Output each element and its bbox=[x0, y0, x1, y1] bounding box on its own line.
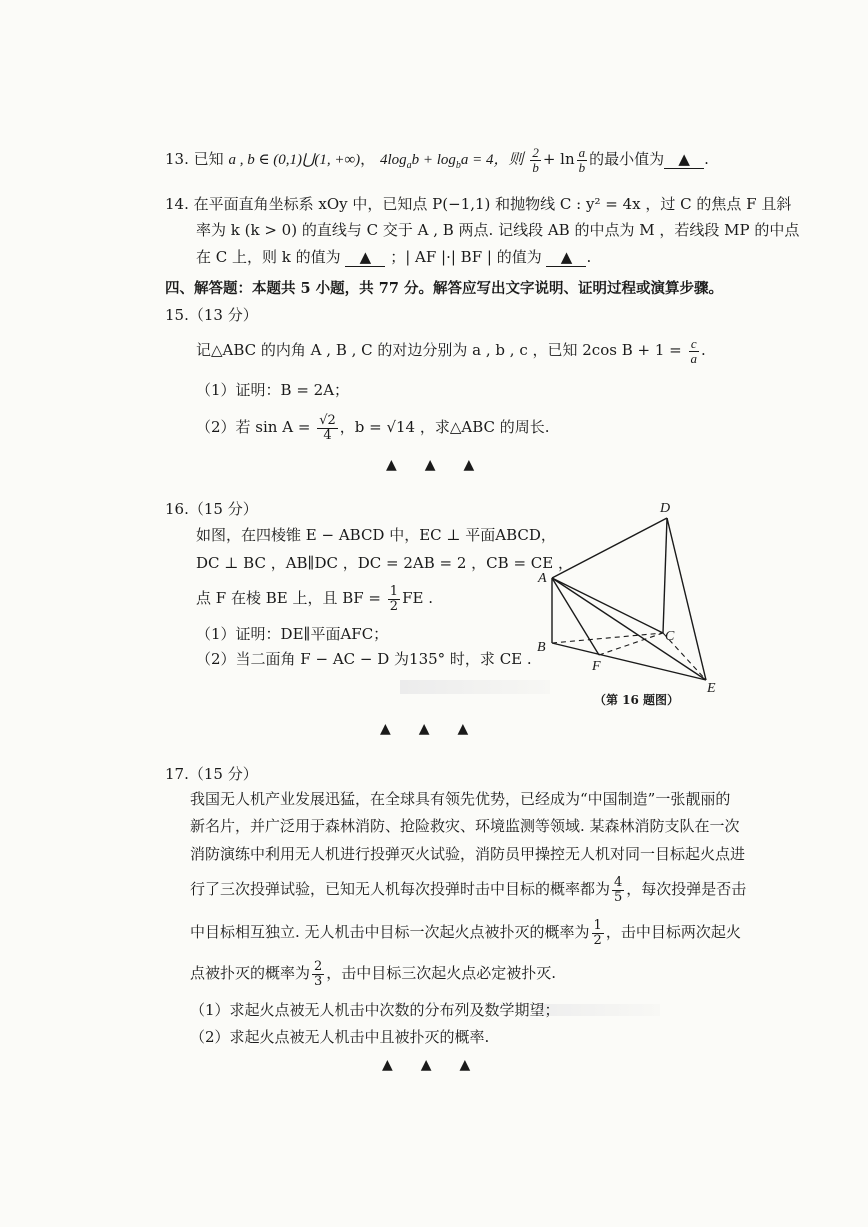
q14-answer-blank-2: ▲ bbox=[546, 249, 586, 267]
q17-fraction-2: $\frac{1}{2}$ bbox=[593, 918, 602, 948]
q14-number: 14. bbox=[165, 195, 189, 213]
q13-tail: 的最小值为 bbox=[589, 150, 665, 169]
q16-line-1: 如图，在四棱锥 E − ABCD 中，EC ⊥ 平面ABCD， bbox=[196, 526, 556, 544]
label-F: F bbox=[592, 659, 601, 674]
q17-line-5 bbox=[190, 919, 741, 947]
q16-part-1: （1）证明：DE∥平面AFC； bbox=[196, 625, 389, 643]
q14-text-2: 率为 k (k > 0) 的直线与 C 交于 A , B 两点. 记线段 AB 的中点为 M ，若线段 MP 的中点 bbox=[196, 221, 800, 239]
q13-answer-blank: ▲ bbox=[664, 151, 704, 169]
q16-line-3 bbox=[196, 585, 433, 613]
section-4-heading: 四、解答题：本题共 5 小题，共 77 分。解答应写出文字说明、证明过程或演算步骤。 bbox=[165, 280, 723, 297]
q14-line-2 bbox=[196, 222, 799, 239]
q17-line-6 bbox=[190, 960, 556, 988]
q16-line-2: DC ⊥ BC ，AB∥DC ，DC = 2AB = 2 ，CB = CE ， bbox=[196, 554, 573, 572]
q17-part-2: （2）求起火点被无人机击中且被扑灭的概率. bbox=[190, 1028, 490, 1046]
q14-text-1: 在平面直角坐标系 xOy 中，已知点 P(−1,1) 和抛物线 C : y² = 4x ，过 C 的焦点 F 且斜 bbox=[193, 195, 792, 213]
q13-equation-rest: b + log bbox=[411, 152, 456, 169]
q13-ln: + ln bbox=[542, 150, 575, 169]
q17-line-1: 我国无人机产业发展迅猛，在全球具有领先优势，已经成为“中国制造”一张靓丽的 bbox=[190, 790, 731, 808]
q13-equation-rest2: a = 4，则 bbox=[460, 152, 524, 169]
q14-end: . bbox=[586, 248, 592, 266]
label-E: E bbox=[707, 681, 716, 696]
q15-marks: ▲ ▲ ▲ bbox=[386, 457, 475, 473]
label-D: D bbox=[660, 501, 671, 516]
q15-part-1: （1）证明：B = 2A； bbox=[196, 381, 350, 399]
q13-end: . bbox=[704, 150, 709, 169]
q15-part-2-text: （2）若 sin A = bbox=[196, 418, 311, 437]
q16-part-2: （2）当二面角 F − AC − D 为135° 时，求 CE . bbox=[196, 650, 532, 668]
q14-text-3a: 在 C 上，则 k 的值为 bbox=[196, 248, 341, 266]
label-B: B bbox=[537, 640, 546, 655]
q17-fraction-1: $\frac{4}{5}$ bbox=[614, 875, 623, 905]
q16-line-3-text: 点 F 在棱 BE 上，且 BF = bbox=[196, 589, 381, 608]
q17-header: 17.（15 分） bbox=[165, 765, 258, 783]
q15-part-2-tail: ，b = √14 ，求△ABC 的周长. bbox=[339, 418, 550, 437]
q14-answer-blank-1: ▲ bbox=[345, 249, 385, 267]
label-C: C bbox=[665, 629, 675, 644]
edge-AD bbox=[552, 518, 667, 578]
pyramid-figure bbox=[530, 498, 730, 708]
q13-number: 13. bbox=[165, 150, 189, 169]
q17-line-5-tail: ，击中目标两次起火 bbox=[605, 923, 741, 942]
q17-line-6-tail: ，击中目标三次起火点必定被扑灭. bbox=[326, 964, 557, 983]
q17-part-1: （1）求起火点被无人机击中次数的分布列及数学期望； bbox=[190, 1001, 560, 1019]
edge-BC bbox=[552, 633, 663, 643]
q13-fraction-1: $\frac{2}{b}$ bbox=[532, 145, 539, 175]
bleed-through-text bbox=[400, 680, 550, 694]
edge-AE bbox=[552, 578, 706, 680]
q14-line-1 bbox=[165, 196, 791, 213]
q16-fraction: $\frac{1}{2}$ bbox=[389, 584, 399, 614]
q16-line-3-tail: FE . bbox=[402, 589, 433, 608]
q15-stem-fraction: $\frac{c}{a}$ bbox=[690, 336, 697, 366]
q17-line-4-tail: ，每次投弹是否击 bbox=[626, 880, 747, 899]
q13-condition: a , b ∈ (0,1)⋃(1, +∞) bbox=[228, 152, 361, 169]
q15-stem bbox=[196, 337, 706, 365]
figure-caption: （第 16 题图） bbox=[594, 693, 680, 707]
q17-line-6-text: 点被扑灭的概率为 bbox=[190, 964, 311, 983]
q16-header: 16.（15 分） bbox=[165, 500, 258, 518]
label-A: A bbox=[538, 571, 547, 586]
edge-FC bbox=[599, 633, 663, 655]
q17-line-4 bbox=[190, 876, 746, 904]
q15-stem-text: 记△ABC 的内角 A , B , C 的对边分别为 a , b , c ，已知 2cos B + 1 = bbox=[196, 341, 682, 360]
q17-line-5-text: 中目标相互独立. 无人机击中目标一次起火点被扑灭的概率为 bbox=[190, 923, 590, 942]
q13-fraction-2: $\frac{a}{b}$ bbox=[578, 145, 586, 175]
q17-line-4-text: 行了三次投弹试验，已知无人机每次投弹时击中目标的概率都为 bbox=[190, 880, 611, 899]
q14-line-3 bbox=[196, 249, 591, 267]
q17-line-3: 消防演练中利用无人机进行投弹灭火试验，消防员甲操控无人机对同一目标起火点进 bbox=[190, 845, 746, 863]
edge-BE bbox=[552, 643, 706, 680]
q13-equation: 4log bbox=[379, 152, 407, 169]
edge-DC bbox=[663, 518, 667, 633]
edge-DE bbox=[667, 518, 706, 680]
q15-stem-end: . bbox=[700, 341, 706, 360]
q15-part-2-fraction: $\frac{√2}{4}$ bbox=[319, 413, 336, 443]
q16-marks: ▲ ▲ ▲ bbox=[380, 721, 469, 737]
q15-header: 15.（13 分） bbox=[165, 306, 258, 324]
q17-fraction-3: $\frac{2}{3}$ bbox=[314, 959, 323, 989]
q13-text: 已知 bbox=[193, 150, 224, 169]
q13-line: 13. 已知 a , b ∈ (0,1)⋃(1, +∞)， $4\log_ab + \log_ba = 4$，则 $\frac{2}{b}$ + ln $\frac{a}{b}$ 的最小值为 ▲ . bbox=[165, 145, 709, 175]
q17-line-2: 新名片，并广泛用于森林消防、抢险救灾、环境监测等领域. 某森林消防支队在一次 bbox=[190, 817, 740, 835]
q14-text-3b: ；| AF |·| BF | 的值为 bbox=[390, 248, 542, 266]
q15-part-2 bbox=[196, 414, 550, 442]
q17-marks: ▲ ▲ ▲ bbox=[382, 1057, 471, 1073]
